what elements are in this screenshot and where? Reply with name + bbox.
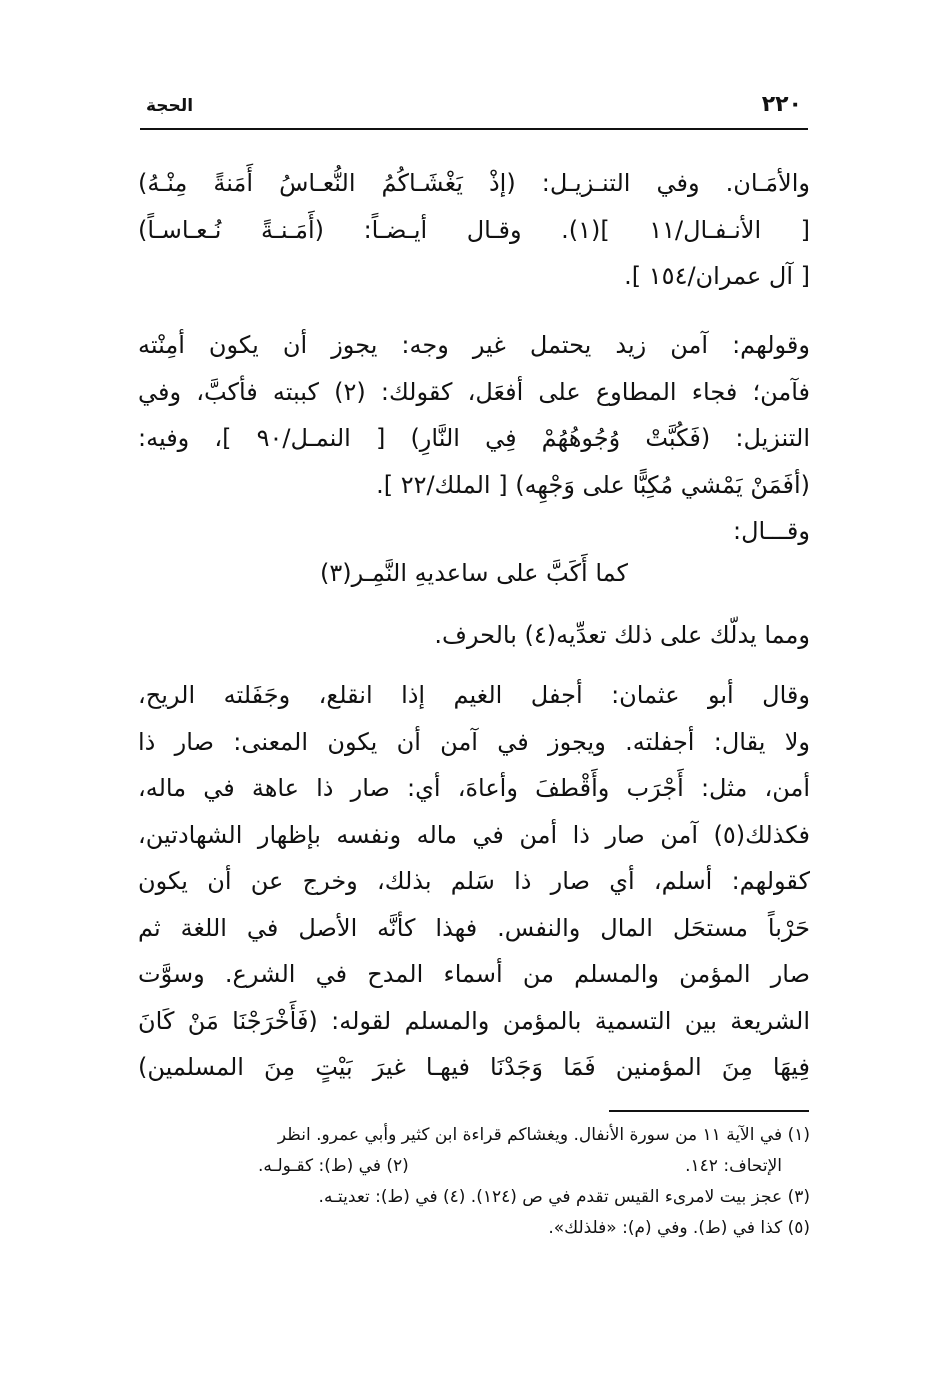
text-line: حَرْباً مستحَل المال والنفس. فهذا كأنَّه الأصل في اللغة ثم — [138, 913, 810, 942]
text-line: فِيهَا مِنَ المؤمنين فَمَا وَجَدْنَا فيهـا غيرَ بَيْتٍ مِنَ المسلمين) — [138, 1053, 810, 1081]
text-line: الشريعة بين التسمية بالمؤمن والمسلم لقوله: (فَأَخْرَجْنَا مَنْ كَانَ — [138, 1006, 810, 1035]
running-title: الحجة — [146, 96, 194, 116]
text-line: ومما يدلّك على ذلك تعدِّيه(٤) بالحرف. — [434, 621, 810, 649]
footnote-1: (١) في الآية ١١ من سورة الأنفال. ويغشاكم قراءة ابن كثير وأبي عمرو. انظر — [277, 1125, 810, 1145]
poetry-verse: كما أَكَبَّ على ساعديهِ النَّمِـر(٣) — [320, 559, 628, 587]
text-line: صار المؤمن والمسلم من أسماء المدح في الشرع. وسوَّت — [138, 960, 810, 988]
footnote-3-4: (٣) عجز بيت لامرىء القيس تقدم في ص (١٢٤). (٤) في (ط): تعديتـه. — [318, 1187, 810, 1207]
text-line: [ الأنـفـال/١١ ](١). وقـال أيـضـاً: (أَمَـنـةً نُـعـاسـاً) — [138, 215, 810, 244]
text-line: وقولهم: آمن زيد يحتمل غير وجه: يجوز أن يكون أمِنْته — [138, 331, 810, 359]
text-line: [ آل عمران/١٥٤ ]. — [624, 262, 810, 290]
text-line: وقـــال: — [733, 517, 810, 545]
footnote-1-continuation: الإتحاف: ١٤٢. — [685, 1156, 782, 1176]
paragraph-3 — [138, 612, 810, 659]
footnote-row-1-2 — [138, 1151, 810, 1182]
text-line: ولا يقال: أجفلته. ويجوز في آمن أن يكون المعنى: صار ذا — [138, 727, 810, 756]
text-line: والأمَـان. وفي التنـزيـل: (إذْ يَغْشَـاكُمُ النُّعـاسُ أَمَنةً مِنْـهُ) — [138, 169, 810, 197]
paragraph-2 — [138, 322, 810, 555]
text-line: فآمن؛ فجاء المطاوع على أفعَل، كقولك: (٢) كببته فأكبَّ، وفي — [138, 377, 810, 406]
text-line: وقال أبو عثمان: أجفل الغيم إذا انقلع، وجَفَلته الريح، — [138, 681, 810, 709]
page-number: ٢٢٠ — [761, 92, 802, 117]
text-line: التنزيل: (فَكُبَّتْ وُجُوهُهُمْ فِي النَّارِ) [ النمـل/٩٠ ]، وفيه: — [138, 424, 810, 452]
page-header — [140, 92, 808, 130]
paragraph-1 — [138, 160, 810, 300]
footnote-2: (٢) في (ط): كقـولـه. — [258, 1156, 409, 1176]
footnote-separator — [609, 1110, 809, 1112]
text-line: (أفَمَنْ يَمْشي مُكِبًّا على وَجْهِه) [ الملك/٢٢ ]. — [376, 470, 810, 499]
footnote-5: (٥) كذا في (ط). وفي (م): «فلذلك». — [548, 1218, 810, 1238]
paragraph-4 — [138, 672, 810, 1091]
footnotes — [138, 1120, 810, 1244]
text-line: فكذلك(٥) آمن صار ذا أمن في ماله ونفسه بإظهار الشهادتين، — [138, 820, 810, 849]
text-line: أمن، مثل: أَجْرَب وأَقْطفَ وأعاهَ، أي: صار ذا عاهة في ماله، — [138, 774, 810, 802]
text-line: كقولهم: أسلم، أي صار ذا سَلم بذلك، وخرج عن أن يكون — [138, 867, 810, 895]
